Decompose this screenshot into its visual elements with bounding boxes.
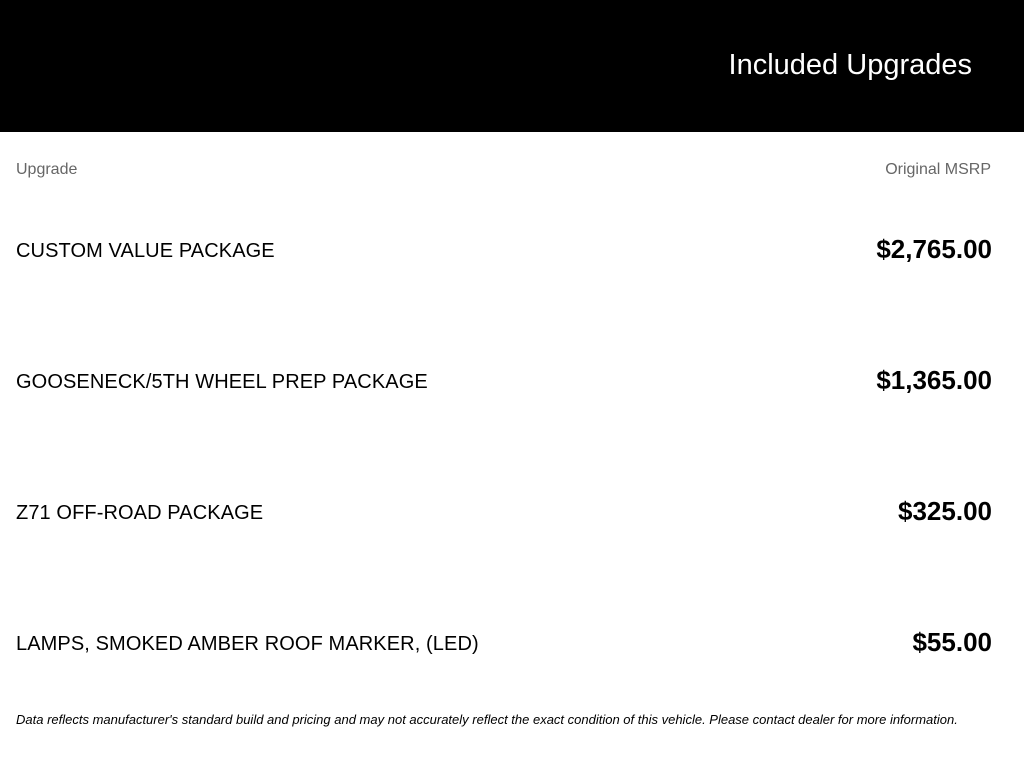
upgrade-name: LAMPS, SMOKED AMBER ROOF MARKER, (LED): [16, 633, 479, 655]
upgrade-name: Z71 OFF-ROAD PACKAGE: [16, 502, 264, 524]
upgrade-name: GOOSENECK/5TH WHEEL PREP PACKAGE: [16, 371, 428, 393]
upgrade-row: [0, 492, 1024, 532]
upgrade-row: [0, 230, 1024, 270]
upgrade-row: [0, 361, 1024, 401]
upgrade-row: [0, 623, 1024, 663]
header-bar: [0, 0, 1024, 132]
upgrade-price: $325.00: [898, 496, 992, 526]
disclaimer-text: Data reflects manufacturer's standard build and pricing and may not accurately reflect the exact condition of this vehicle. Please contact dealer for more information.: [16, 712, 958, 727]
column-header-upgrade: Upgrade: [16, 161, 78, 178]
upgrade-price: $2,765.00: [876, 234, 992, 264]
upgrade-name: CUSTOM VALUE PACKAGE: [16, 240, 275, 262]
upgrade-price: $55.00: [912, 627, 992, 657]
page-title: Included Upgrades: [728, 49, 972, 81]
column-header-msrp: Original MSRP: [885, 161, 991, 178]
upgrade-price: $1,365.00: [876, 365, 992, 395]
